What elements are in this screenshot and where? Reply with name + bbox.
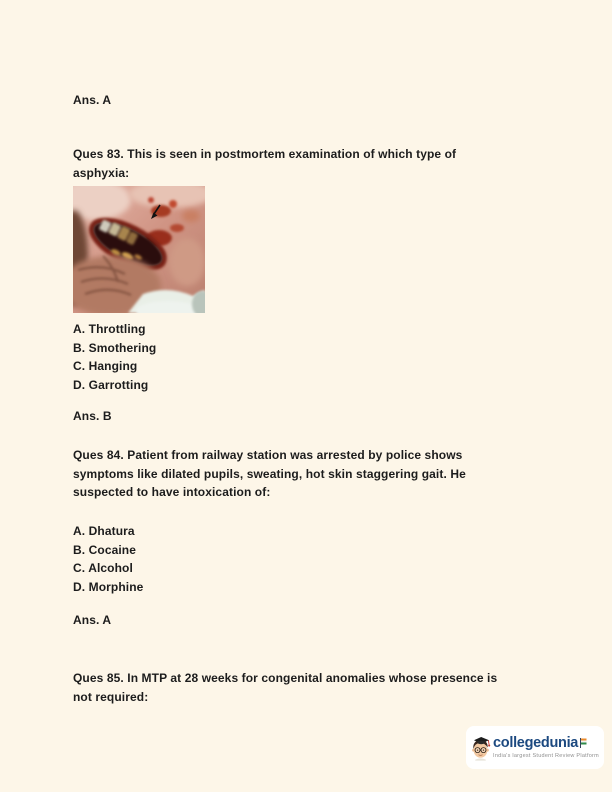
question-83-line-1: Ques 83. This is seen in postmortem examination of which type of <box>73 147 457 161</box>
option-b: B. Cocaine <box>73 542 137 557</box>
brand-tagline: India's largest Student Review Platform <box>493 752 599 759</box>
question-83-image <box>73 186 205 313</box>
question-83-line-2: asphyxia: <box>73 165 130 180</box>
answer-text-q83 <box>73 407 112 426</box>
option-c: C. Hanging <box>73 359 138 374</box>
answer-text-previous <box>73 91 111 110</box>
postmortem-photo <box>73 186 205 313</box>
question-84-options <box>73 522 143 597</box>
question-84-line-3: suspected to have intoxication of: <box>73 485 271 500</box>
question-84-line-2: symptoms like dilated pupils, sweating, hot skin staggering gait. He <box>73 466 466 481</box>
question-85 <box>73 669 497 706</box>
brand-name: collegedunia <box>493 735 579 752</box>
question-84 <box>73 446 466 502</box>
question-85-line-1: Ques 85. In MTP at 28 weeks for congenital anomalies whose presence is <box>73 671 498 685</box>
question-84-line-1: Ques 84. Patient from railway station was arrested by police shows <box>73 448 463 462</box>
india-flag-icon <box>580 738 587 748</box>
answer-label: Ans. A <box>73 93 112 107</box>
student-mascot-icon <box>470 728 491 767</box>
answer-label: Ans. B <box>73 409 112 423</box>
option-c: C. Alcohol <box>73 561 133 576</box>
option-d: D. Morphine <box>73 580 144 595</box>
answer-text-q84 <box>73 611 111 630</box>
answer-label: Ans. A <box>73 613 112 627</box>
option-a: A. Throttling <box>73 322 146 336</box>
option-b: B. Smothering <box>73 340 157 355</box>
question-83-options <box>73 320 156 395</box>
option-a: A. Dhatura <box>73 524 135 538</box>
question-83 <box>73 145 456 182</box>
option-d: D. Garrotting <box>73 378 149 393</box>
collegedunia-logo <box>466 726 604 769</box>
question-85-line-2: not required: <box>73 689 149 704</box>
